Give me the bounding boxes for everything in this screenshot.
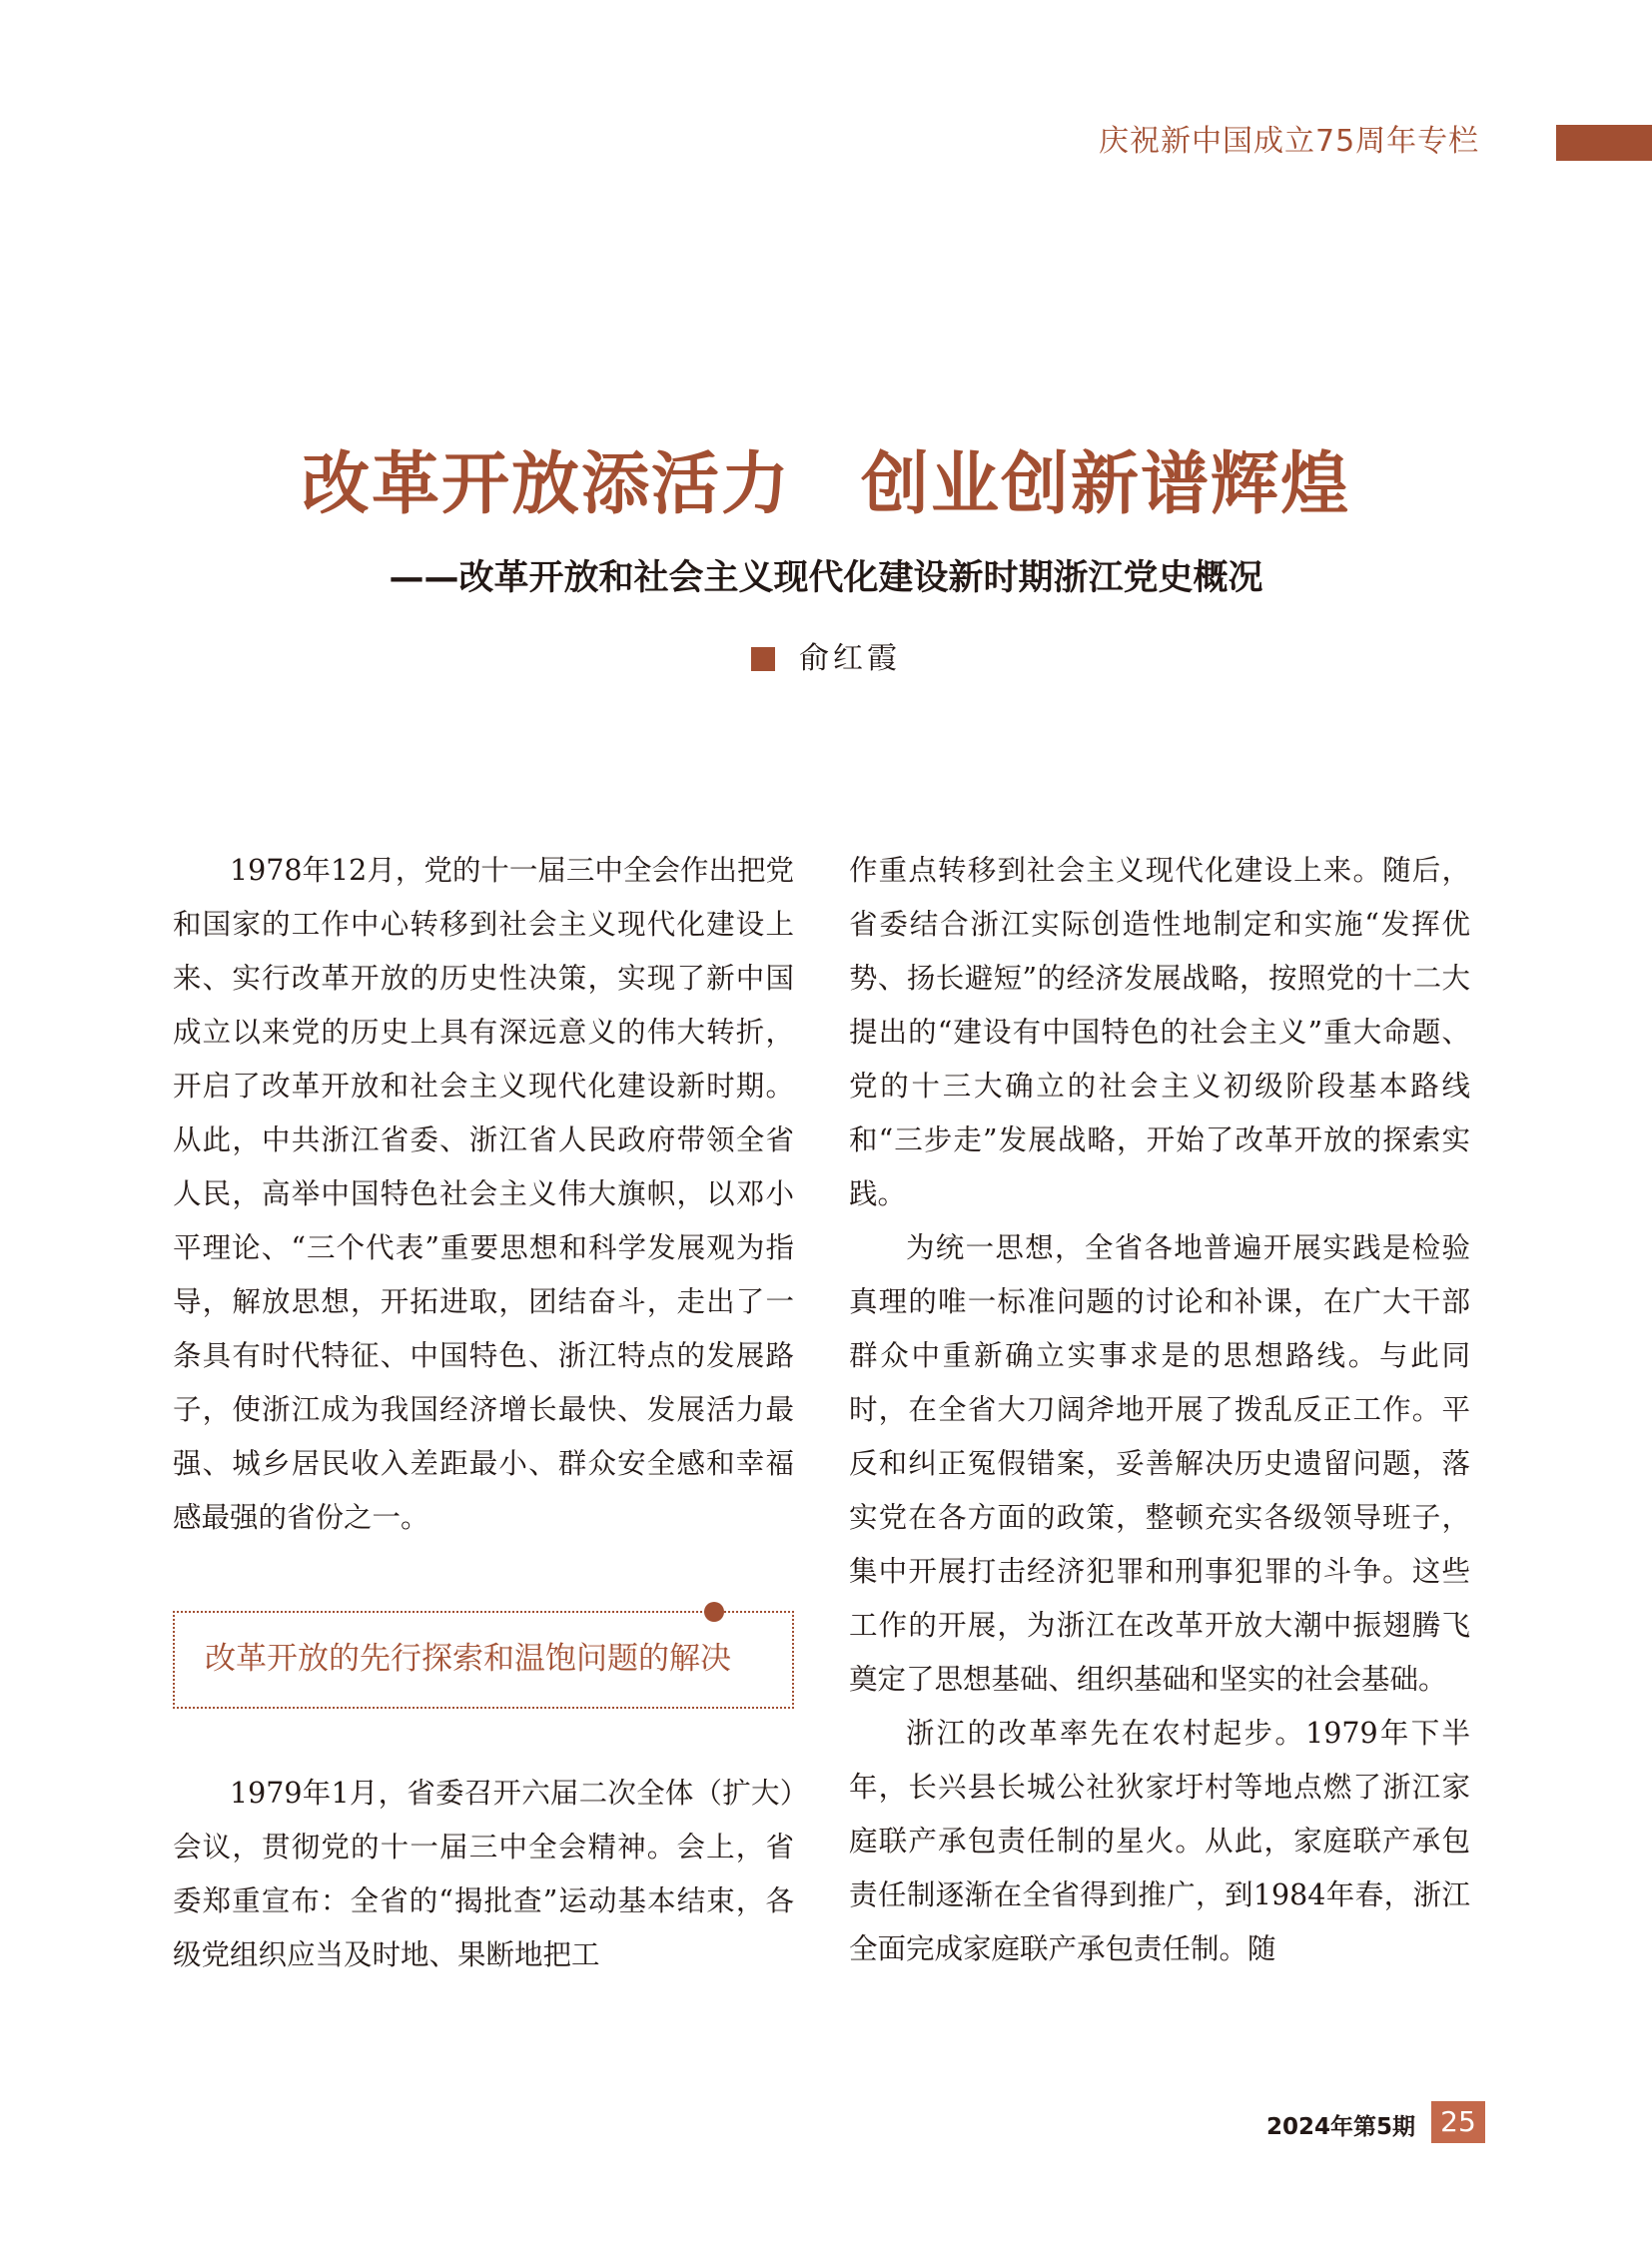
author-name: 俞红霞 — [799, 641, 901, 676]
section-heading-box — [173, 1611, 794, 1709]
author-line — [0, 639, 1652, 679]
paragraph: 浙江的改革率先在农村起步。1979年下半年，长兴县长城公社狄家圩村等地点燃了浙江家庭联产承包责任制的星火。从此，家庭联产承包责任制逐渐在全省得到推广，到1984年春，浙江全面完成家庭联产承包责任制。随 — [849, 1717, 1470, 1965]
right-column — [849, 844, 1470, 1976]
left-column — [173, 844, 794, 1982]
paragraph: 作重点转移到社会主义现代化建设上来。随后，省委结合浙江实际创造性地制定和实施“发挥优势、扬长避短”的经济发展战略，按照党的十二大提出的“建设有中国特色的社会主义”重大命题、党的十三大确立的社会主义初级阶段基本路线和“三步走”发展战略，开始了改革开放的探索实践。 — [849, 854, 1470, 1210]
page-number: 25 — [1431, 2101, 1485, 2143]
article-subtitle: ——改革开放和社会主义现代化建设新时期浙江党史概况 — [389, 558, 1263, 598]
section-heading: 改革开放的先行探索和温饱问题的解决 — [205, 1641, 731, 1677]
issue-label: 2024年第5期 — [1266, 2114, 1416, 2140]
paragraph: 为统一思想，全省各地普遍开展实践是检验真理的唯一标准问题的讨论和补课，在广大干部群众中重新确立实事求是的思想路线。与此同时，在全省大刀阔斧地开展了拨乱反正工作。平反和纠正冤假错案，妥善解决历史遗留问题，落实党在各方面的政策，整顿充实各级领导班子，集中开展打击经济犯罪和刑事犯罪的斗争。这些工作的开展，为浙江在改革开放大潮中振翅腾飞奠定了思想基础、组织基础和坚实的社会基础。 — [849, 1231, 1470, 1696]
paragraph: 1978年12月，党的十一届三中全会作出把党和国家的工作中心转移到社会主义现代化建设上来、实行改革开放的历史性决策，实现了新中国成立以来党的历史上具有深远意义的伟大转折，开启了改革开放和社会主义现代化建设新时期。从此，中共浙江省委、浙江省人民政府带领全省人民，高举中国特色社会主义伟大旗帜，以邓小平理论、“三个代表”重要思想和科学发展观为指导，解放思想，开拓进取，团结奋斗，走出了一条具有时代特征、中国特色、浙江特点的发展路子，使浙江成为我国经济增长最快、发展活力最强、城乡居民收入差距最小、群众安全感和幸福感最强的省份之一。 — [173, 854, 794, 1534]
column-name: 庆祝新中国成立75周年专栏 — [1099, 124, 1480, 159]
paragraph: 1979年1月，省委召开六届二次全体（扩大）会议，贯彻党的十一届三中全会精神。会上，省委郑重宣布：全省的“揭批查”运动基本结束，各级党组织应当及时地、果断地把工 — [173, 1777, 794, 1971]
author-marker-icon — [751, 647, 775, 671]
dot-icon — [704, 1602, 724, 1622]
column-color-block — [1556, 125, 1652, 161]
article-title: 改革开放添活力 创业创新谱辉煌 — [301, 444, 1350, 524]
